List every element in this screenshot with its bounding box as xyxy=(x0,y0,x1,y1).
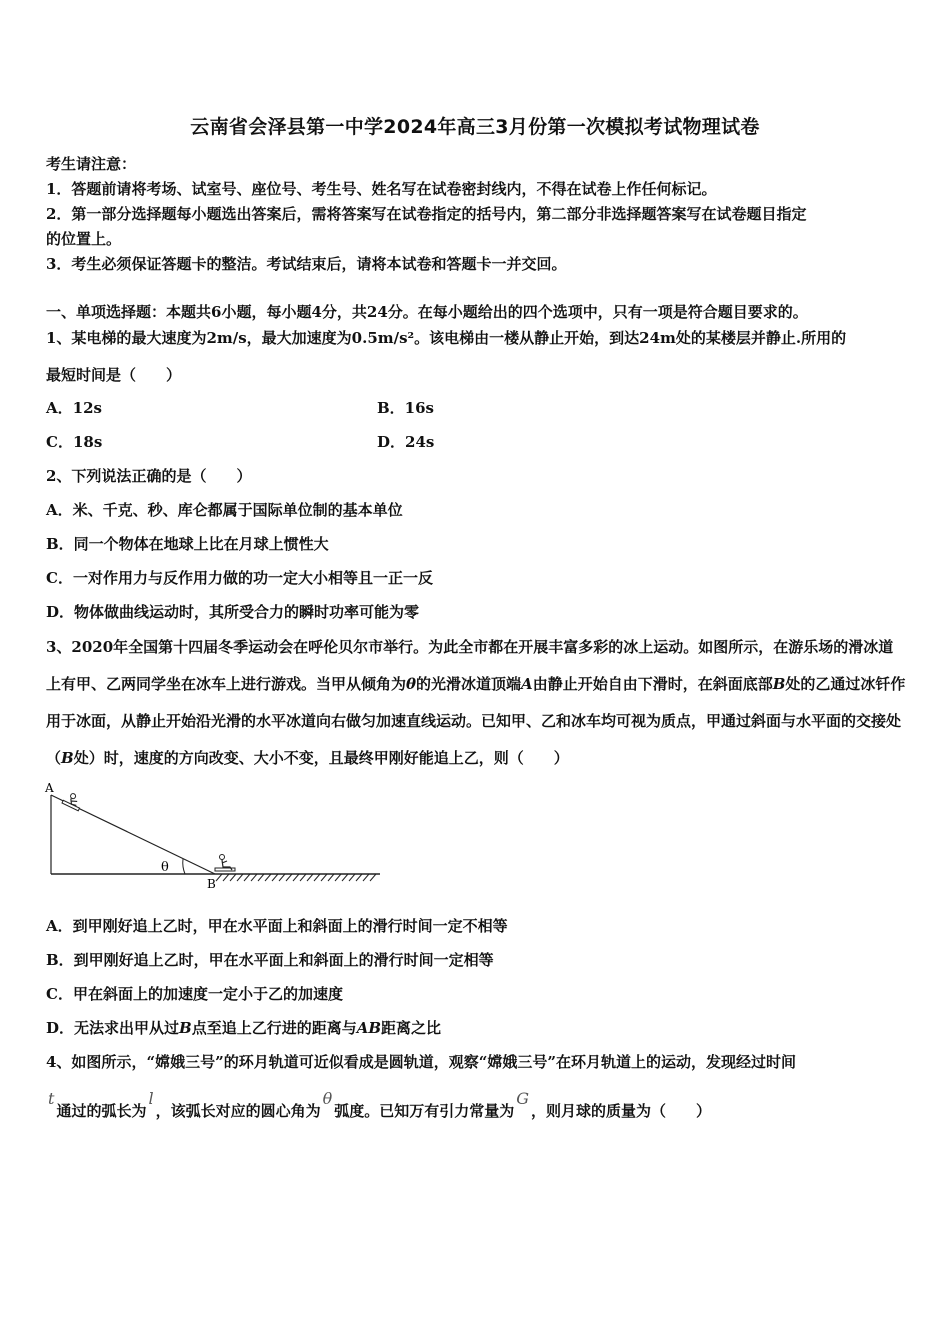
q1-stem: 1、某电梯的最大速度为2m/s，最大加速度为0.5m/s²。该电梯由一楼从静止开始，到达24m处的某楼层并静止.所用的 xyxy=(46,329,847,347)
ground-hatching xyxy=(216,874,376,881)
theta-label: θ xyxy=(161,860,169,875)
q2-option-a: A．米、千克、秒、库仑都属于国际单位制的基本单位 xyxy=(46,501,403,519)
notice-item-3: 3．考生必须保证答题卡的整洁。考试结束后，请将本试卷和答题卡一并交回。 xyxy=(46,255,567,273)
q3-option-d: D．无法求出甲从过B点至追上乙行进的距离与AB距离之比 xyxy=(46,1019,442,1037)
point-a-label: A xyxy=(45,781,54,795)
q1-option-b: B．16s xyxy=(377,399,434,417)
section-heading: 一、单项选择题：本题共6小题，每小题4分，共24分。在每小题给出的四个选项中，只有一项是符合题目要求的。 xyxy=(46,303,808,321)
sled-b-icon xyxy=(215,855,235,872)
sled-a-icon xyxy=(62,791,84,811)
var-theta: θ xyxy=(322,1089,333,1108)
q3-stem: 3、2020年全国第十四届冬季运动会在呼伦贝尔市举行。为此全市都在开展丰富多彩的冰上运动。如图所示，在游乐场的滑冰道上有甲、乙两同学坐在冰车上进行游戏。当甲从倾角为θ的光滑冰道顶端A由静止开始自由下滑时，在斜面底部B处的乙通过冰钎作用于冰面，从静止开始沿光滑的水平冰道向右做匀加速直线运动。已知甲、乙和冰车均可视为质点，甲通过斜面与水平面的交接处（B处）时，速度的方向改变、大小不变，且最终甲刚好能追上乙，则（ ） xyxy=(46,638,906,767)
q1-option-d: D．24s xyxy=(377,433,435,451)
notice-item-2: 2．第一部分选择题每小题选出答案后，需将答案写在试卷指定的括号内，第二部分非选择题答案写在试卷题目指定 xyxy=(46,205,807,223)
notice-heading: 考生请注意： xyxy=(46,155,137,173)
q3-option-b: B．到甲刚好追上乙时，甲在水平面上和斜面上的滑行时间一定相等 xyxy=(46,951,494,969)
theta-symbol: θ xyxy=(406,675,417,693)
q2-stem: 2、下列说法正确的是（ ） xyxy=(46,467,252,485)
q1-option-c: C．18s xyxy=(46,433,103,451)
q3-option-a: A．到甲刚好追上乙时，甲在水平面上和斜面上的滑行时间一定不相等 xyxy=(46,917,508,935)
q2-option-c: C．一对作用力与反作用力做的功一定大小相等且一正一反 xyxy=(46,569,433,587)
point-b-label: B xyxy=(207,877,216,891)
var-l: l xyxy=(148,1089,154,1108)
exam-title: 云南省会泽县第一中学2024年高三3月份第一次模拟考试物理试卷 xyxy=(190,116,760,138)
var-t: t xyxy=(48,1089,55,1108)
q1-stem-cont: 最短时间是（ ） xyxy=(46,366,182,384)
q1-option-a: A．12s xyxy=(46,399,102,417)
notice-item-2-cont: 的位置上。 xyxy=(46,230,122,248)
q3-option-c: C．甲在斜面上的加速度一定小于乙的加速度 xyxy=(46,985,343,1003)
var-g: G xyxy=(516,1089,530,1108)
q2-option-d: D．物体做曲线运动时，其所受合力的瞬时功率可能为零 xyxy=(46,603,420,621)
q4-stem-cont: t通过的弧长为l，该弧长对应的圆心角为θ弧度。已知万有引力常量为G，则月球的质量为（ ） xyxy=(48,1089,712,1120)
notice-item-1: 1．答题前请将考场、试室号、座位号、考生号、姓名写在试卷密封线内，不得在试卷上作任何标记。 xyxy=(46,180,717,198)
incline-figure xyxy=(40,777,390,892)
q4-stem: 4、如图所示，“嫦娥三号”的环月轨道可近似看成是圆轨道，观察“嫦娥三号”在环月轨道上的运动，发现经过时间 xyxy=(46,1053,796,1071)
q2-option-b: B．同一个物体在地球上比在月球上惯性大 xyxy=(46,535,329,553)
